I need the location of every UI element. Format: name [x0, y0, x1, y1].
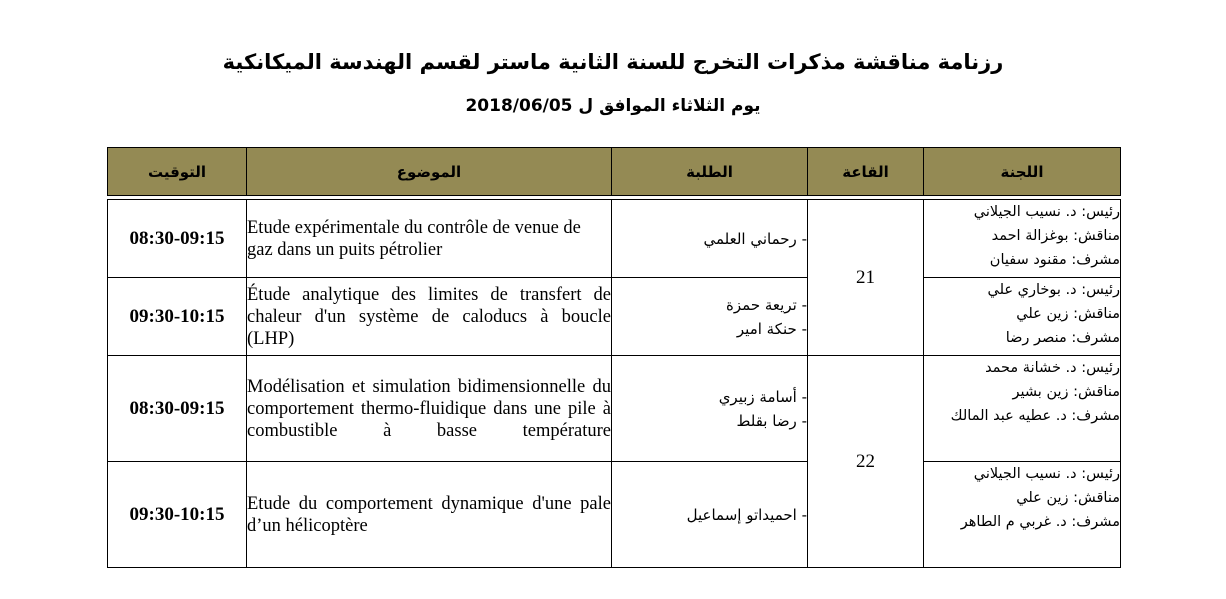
student-name: - حنكة امير — [612, 317, 807, 341]
committee-president: رئيس: د. بوخاري علي — [987, 282, 1120, 298]
page-subtitle: يوم الثلاثاء الموافق ل 2018/06/05 — [465, 96, 761, 116]
student-name: - احميداتو إسماعيل — [612, 503, 807, 527]
committee-cell — [924, 462, 1121, 568]
committee-cell — [924, 200, 1121, 278]
committee-president: رئيس: د. نسيب الجيلاني — [973, 466, 1120, 482]
time-cell: 08:30-09:15 — [108, 356, 247, 462]
student-name: - رحماني العلمي — [612, 227, 807, 251]
header-time: التوقيت — [108, 148, 247, 196]
committee-examiner: مناقش: زين علي — [1016, 490, 1120, 506]
table-row — [108, 356, 1121, 462]
student-name: - رضا بقلط — [612, 409, 807, 433]
committee-cell — [924, 278, 1121, 356]
topic-cell: Étude analytique des limites de transfert de chaleur d'un système de caloducs à boucle (LHP) — [247, 278, 612, 356]
topic-cell: Modélisation et simulation bidimensionnelle du comportement thermo-fluidique dans une pile à combustible à basse température — [247, 356, 612, 462]
room-cell: 21 — [808, 200, 924, 356]
committee-cell — [924, 356, 1121, 462]
students-cell — [612, 356, 808, 462]
committee-supervisor: مشرف: د. غربي م الطاهر — [960, 514, 1120, 530]
committee-supervisor: مشرف: منصر رضا — [1005, 330, 1120, 346]
committee-examiner: مناقش: زين بشير — [1012, 384, 1120, 400]
students-cell — [612, 462, 808, 568]
committee-supervisor: مشرف: مقنود سفيان — [989, 252, 1120, 268]
topic-cell: Etude expérimentale du contrôle de venue de gaz dans un puits pétrolier — [247, 200, 612, 278]
table-row — [108, 200, 1121, 278]
page-title: رزنامة مناقشة مذكرات التخرج للسنة الثانية ماستر لقسم الهندسة الميكانكية — [222, 50, 1004, 74]
time-cell: 09:30-10:15 — [108, 462, 247, 568]
committee-examiner: مناقش: بوغزالة احمد — [991, 228, 1120, 244]
table-row — [108, 278, 1121, 356]
header-row — [108, 148, 1121, 196]
time-cell: 09:30-10:15 — [108, 278, 247, 356]
committee-president: رئيس: د. خشانة محمد — [985, 360, 1120, 376]
students-cell — [612, 200, 808, 278]
header-topic: الموضوع — [247, 148, 612, 196]
header-students: الطلبة — [612, 148, 808, 196]
header-room: القاعة — [808, 148, 924, 196]
header-committee: اللجنة — [924, 148, 1121, 196]
students-cell — [612, 278, 808, 356]
room-cell: 22 — [808, 356, 924, 568]
topic-cell: Etude du comportement dynamique d'une pale d’un hélicoptère — [247, 462, 612, 568]
table-row — [108, 462, 1121, 568]
student-name: - أسامة زبيري — [612, 385, 807, 409]
committee-examiner: مناقش: زين علي — [1016, 306, 1120, 322]
time-cell: 08:30-09:15 — [108, 200, 247, 278]
committee-president: رئيس: د. نسيب الجيلاني — [973, 204, 1120, 220]
student-name: - تريعة حمزة — [612, 293, 807, 317]
schedule-table — [107, 147, 1121, 568]
committee-supervisor: مشرف: د. عطيه عبد المالك — [950, 408, 1120, 424]
